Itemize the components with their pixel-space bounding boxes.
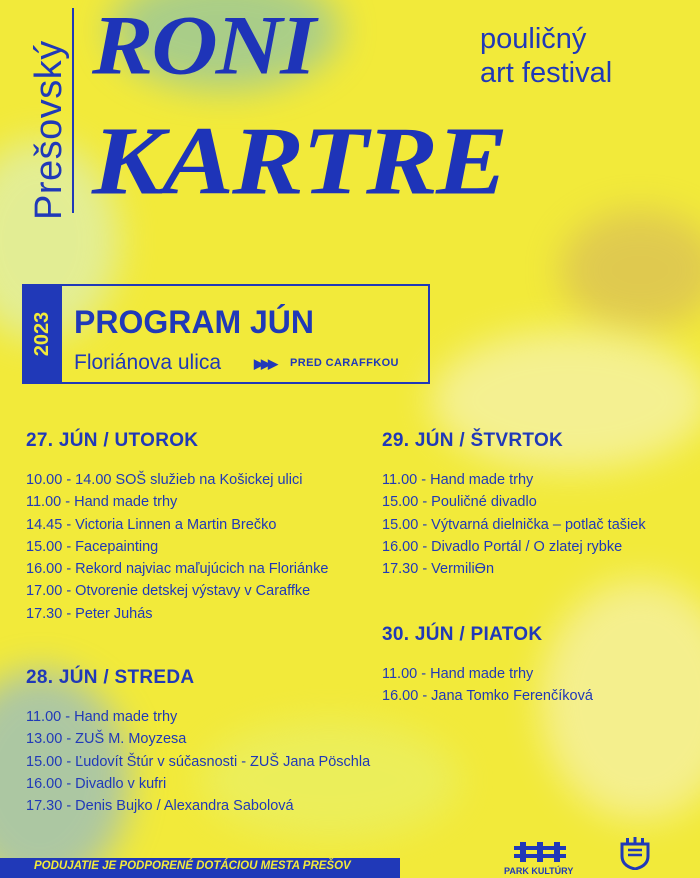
program-location: PRED CARAFFKOU xyxy=(290,357,399,369)
list-item: 11.00 - Hand made trhy xyxy=(26,709,178,725)
side-title: Prešovský xyxy=(28,40,70,220)
day-events-28 xyxy=(26,706,370,817)
list-item: 11.00 - Hand made trhy xyxy=(382,666,534,682)
list-item: 13.00 - ZUŠ M. Moyzesa xyxy=(26,731,187,748)
list-item: 17.30 - VermiliƟn xyxy=(382,561,495,578)
list-item: 16.00 - Rekord najviac maľujúcich na Floriánke xyxy=(26,561,329,578)
day-heading-27: 27. JÚN / UTOROK xyxy=(26,430,199,451)
list-item: 15.00 - Výtvarná dielnička – potlač tašiek xyxy=(382,516,646,533)
day-events-27 xyxy=(26,469,328,625)
tagline-line1: pouličný xyxy=(480,23,587,55)
day-heading-30: 30. JÚN / PIATOK xyxy=(382,624,543,645)
list-item: 16.00 - Jana Tomko Ferenčíková xyxy=(382,688,593,705)
festival-tagline xyxy=(480,22,612,90)
list-item: 14.45 - Victoria Linnen a Martin Brečko xyxy=(26,516,277,533)
list-item: 15.00 - Facepainting xyxy=(26,538,159,555)
festival-logo-line2: KARTRE xyxy=(92,108,507,216)
list-item: 16.00 - Divadlo v kufri xyxy=(26,775,167,792)
title-divider xyxy=(72,8,74,213)
footer-text: PODUJATIE JE PODPORENÉ DOTÁCIOU MESTA PREŠOV xyxy=(34,860,351,872)
program-year: 2023 xyxy=(31,311,53,357)
list-item: 17.30 - Peter Juhás xyxy=(26,605,153,622)
list-item: 15.00 - Ľudovít Štúr v súčasnosti - ZUŠ Jana Pöschla xyxy=(26,753,371,770)
list-item: 17.30 - Denis Bujko / Alexandra Sabolová xyxy=(26,798,294,815)
tagline-line2: art festival xyxy=(480,57,613,89)
list-item: 11.00 - Hand made trhy xyxy=(26,494,178,511)
day-events-30 xyxy=(382,663,593,708)
partner-name: PARK KULTÚRY xyxy=(504,866,574,876)
list-item: 11.00 - Hand made trhy xyxy=(382,472,534,488)
list-item: 17.00 - Otvorenie detskej výstavy v Caraffke xyxy=(26,583,311,600)
day-heading-28: 28. JÚN / STREDA xyxy=(26,667,195,688)
festival-logo-line1: RONI xyxy=(92,0,315,92)
arrow-right-icon: ▶▶▶ xyxy=(254,356,275,371)
day-heading-29: 29. JÚN / ŠTVRTOK xyxy=(382,430,564,451)
city-crest-icon xyxy=(618,836,652,870)
program-street: Floriánova ulica xyxy=(74,351,222,374)
list-item: 15.00 - Pouličné divadlo xyxy=(382,494,537,511)
list-item: 16.00 - Divadlo Portál / O zlatej rybke xyxy=(382,538,623,555)
program-title: PROGRAM JÚN xyxy=(74,304,315,340)
day-events-29 xyxy=(382,469,646,580)
list-item: 10.00 - 14.00 SOŠ služieb na Košickej ulici xyxy=(26,472,303,488)
